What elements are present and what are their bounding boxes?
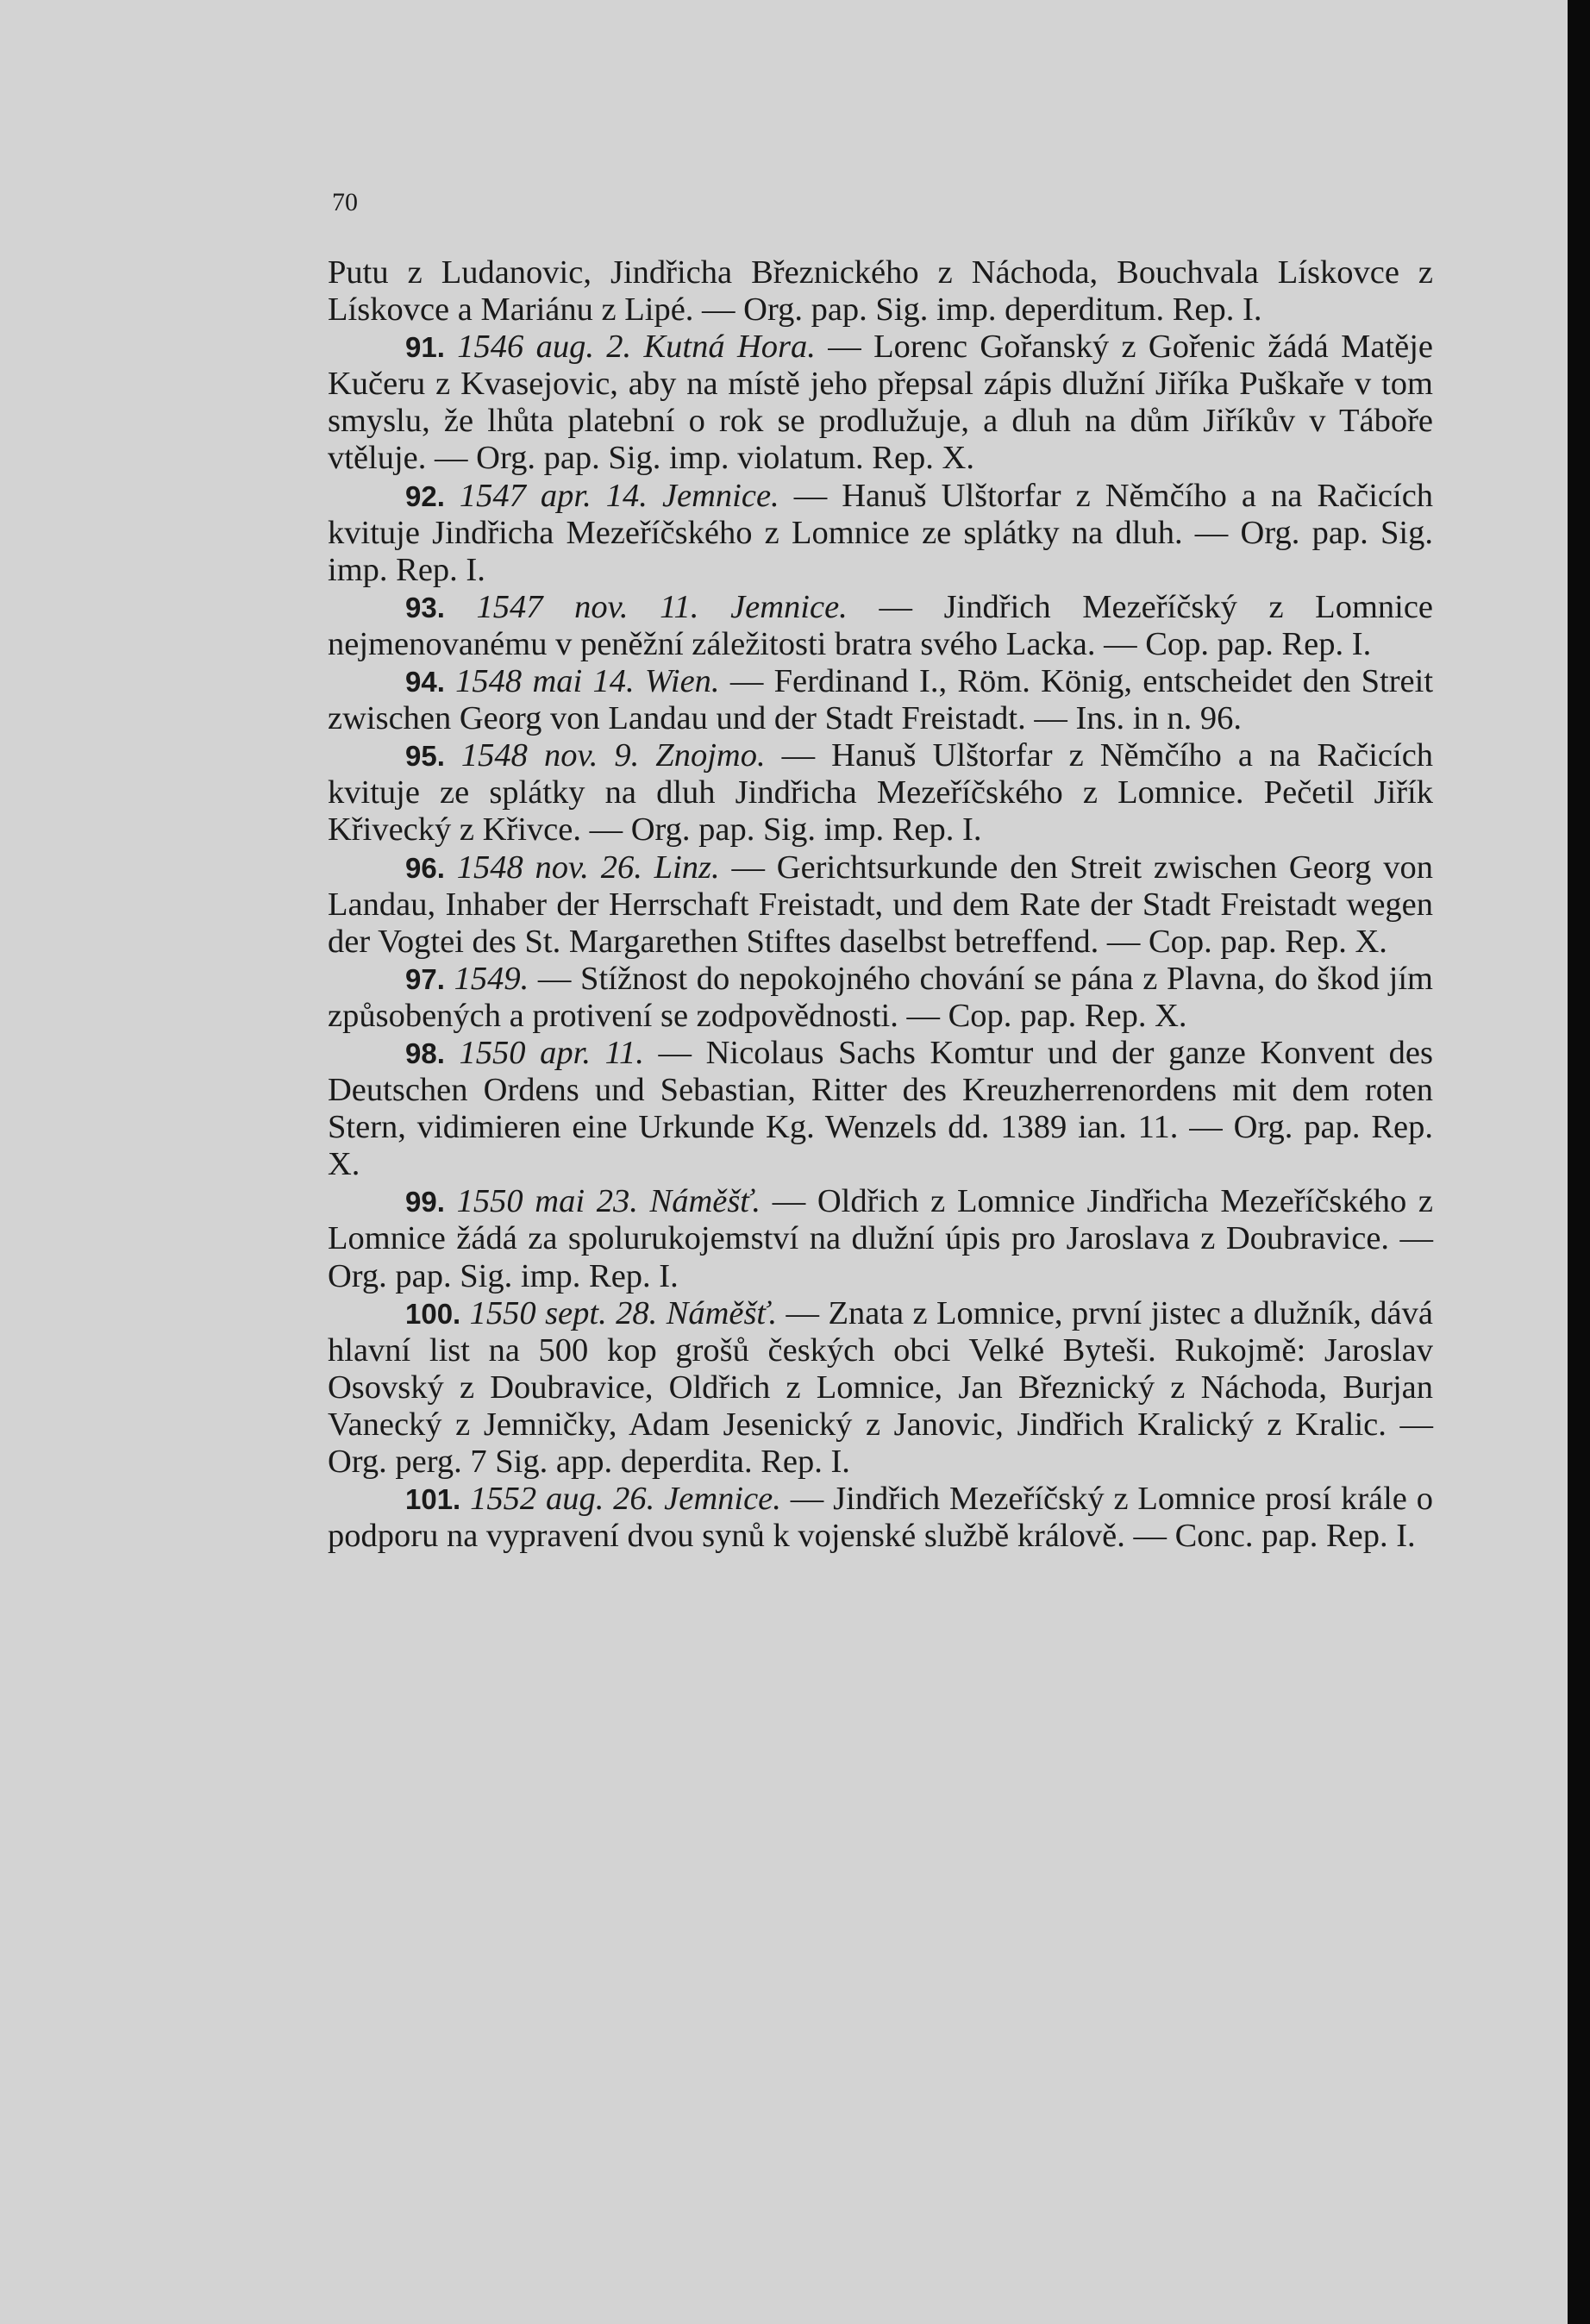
- entry-date: 1550 mai 23.: [456, 1183, 638, 1220]
- entry-number: 98.: [405, 1037, 445, 1069]
- register-entry: [328, 329, 1433, 477]
- entry-date: 1548 mai 14.: [455, 663, 635, 700]
- entry-number: 93.: [405, 591, 445, 623]
- register-entry: [328, 1035, 1433, 1183]
- entry-number: 99.: [405, 1186, 445, 1218]
- continuation-paragraph: Putu z Ludanovic, Jindřicha Březnického z Náchoda, Bouchvala Lískovce z Lískovce a Mariánu z Lipé. — Org. pap. Sig. imp. deperditum. Rep. I.: [328, 254, 1433, 329]
- entry-number: 94.: [405, 666, 445, 698]
- register-entry: [328, 849, 1433, 961]
- entry-text: — Nicolaus Sachs Komtur und der ganze Konvent des Deutschen Ordens und Sebastian, Ritter des Kreuzherrenordens mit dem roten Stern, vidimieren eine Urkunde Kg. Wenzels dd. 1389 ian. 11. — Org. pap. Rep. X.: [328, 1034, 1433, 1183]
- entry-place: Linz.: [654, 849, 720, 886]
- register-entry: [328, 478, 1433, 589]
- entry-date: 1550 apr. 11.: [459, 1034, 644, 1071]
- register-entry: [328, 1481, 1433, 1555]
- entry-place: Náměšť.: [649, 1183, 761, 1220]
- entry-place: Wien.: [644, 663, 720, 700]
- entry-date: 1549.: [454, 960, 529, 997]
- entry-text: — Hanuš Ulštorfar z Němčího a na Račicích kvituje Jindřicha Mezeříčského z Lomnice ze splátky na dluh. — Org. pap. Sig. imp. Rep. I.: [328, 477, 1434, 588]
- entry-place: Jemnice.: [730, 588, 848, 625]
- entry-number: 95.: [405, 740, 445, 773]
- entry-date: 1547 apr. 14.: [459, 477, 648, 514]
- entry-date: 1546 aug. 2.: [457, 329, 632, 366]
- entry-date: 1550 sept. 28.: [469, 1294, 658, 1331]
- register-text: [328, 254, 1433, 1555]
- entry-number: 97.: [405, 962, 445, 995]
- entry-place: Náměšť.: [666, 1294, 778, 1331]
- entry-text: — Jindřich Mezeříčský z Lomnice nejmenovanému v peněžní záležitosti bratra svého Lacka. — Cop. pap. Rep. I.: [328, 588, 1434, 662]
- entry-number: 100.: [405, 1297, 461, 1330]
- scan-edge: [1568, 0, 1590, 2324]
- entry-text: — Lorenc Gořanský z Gořenic žádá Matěje Kučeru z Kvasejovic, aby na místě jeho přepsal zápis dlužní Jiříka Puškaře v tom smyslu, že lhůta platební o rok se prodlužuje, a dluh na dům Jiříkův v Táboře vtěluje. — Org. pap. Sig. imp. violatum. Rep. X.: [328, 329, 1433, 477]
- entry-place: Jemnice.: [664, 1481, 781, 1518]
- register-entry: [328, 663, 1433, 737]
- entry-text: — Hanuš Ulštorfar z Němčího a na Račicích kvituje ze splátky na dluh Jindřicha Mezeříčského z Lomnice. Pečetil Jiřík Křivecký z Křivce. — Org. pap. Sig. imp. Rep. I.: [328, 737, 1434, 849]
- entry-date: 1552 aug. 26.: [470, 1481, 655, 1518]
- entry-date: 1548 nov. 9.: [460, 737, 640, 774]
- entry-number: 101.: [405, 1483, 461, 1516]
- entry-text: — Stížnost do nepokojného chování se pána z Plavna, do škod jím způsobených a protivení se zodpovědnosti. — Cop. pap. Rep. X.: [328, 960, 1434, 1034]
- entry-place: Kutná Hora.: [643, 329, 816, 366]
- register-entry: [328, 589, 1433, 663]
- register-entry: [328, 1295, 1433, 1481]
- register-entry: [328, 1183, 1433, 1294]
- register-entry: [328, 961, 1433, 1035]
- entry-text: — Ferdinand I., Röm. König, entscheidet den Streit zwischen Georg von Landau und der Stadt Freistadt. — Ins. in n. 96.: [328, 663, 1434, 737]
- entry-number: 91.: [405, 331, 445, 364]
- page-number: 70: [332, 188, 358, 216]
- entry-text: — Znata z Lomnice, první jistec a dlužník, dává hlavní list na 500 kop grošů českých obci Velké Byteši. Rukojmě: Jaroslav Osovský z Doubravice, Oldřich z Lomnice, Jan Březnický z Náchoda, Burjan Vanecký z Jemničky, Adam Jesenický z Janovic, Jindřich Kralický z Kralic. — Org. perg. 7 Sig. app. deperdita. Rep. I.: [328, 1294, 1433, 1480]
- entry-date: 1547 nov. 11.: [476, 588, 699, 625]
- entry-text: — Oldřich z Lomnice Jindřicha Mezeříčského z Lomnice žádá za spolurukojemství na dlužní úpis pro Jaroslava z Doubravice. — Org. pap. Sig. imp. Rep. I.: [328, 1183, 1434, 1294]
- entry-date: 1548 nov. 26.: [456, 849, 642, 886]
- register-entry: [328, 737, 1433, 849]
- entry-number: 92.: [405, 479, 445, 512]
- entry-place: Jemnice.: [661, 477, 779, 514]
- entry-text: — Gerichtsurkunde den Streit zwischen Georg von Landau, Inhaber der Herrschaft Freistadt, und dem Rate der Stadt Freistadt wegen der Vogtei des St. Margarethen Stiftes daselbst betreffend. — Cop. pap. Rep. X.: [328, 849, 1434, 960]
- entry-number: 96.: [405, 851, 445, 884]
- entry-text: — Jindřich Mezeříčský z Lomnice prosí krále o podporu na vypravení dvou synů k vojenské službě králově. — Conc. pap. Rep. I.: [328, 1481, 1434, 1555]
- entry-place: Znojmo.: [655, 737, 766, 774]
